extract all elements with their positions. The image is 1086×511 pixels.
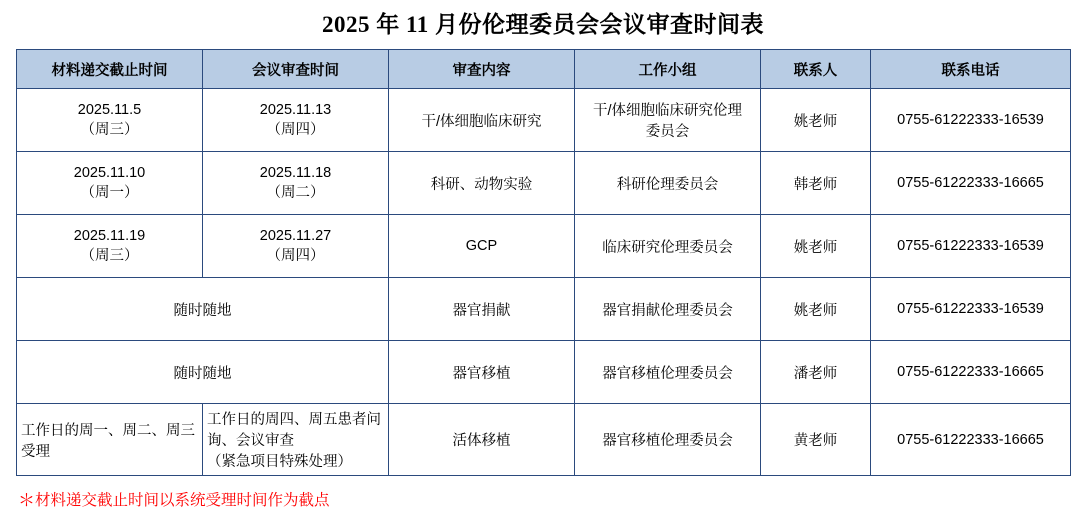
column-header-contact-person: 联系人 [761,50,871,89]
cell-meeting-time [203,89,389,152]
cell-working-group [575,152,761,215]
table-row [17,278,1071,341]
column-header-meeting-time: 会议审查时间 [203,50,389,89]
meeting-weekday: （周二） [266,184,325,201]
cell-review-content: 器官捐献 [389,278,575,341]
cell-deadline: 工作日的周一、周二、周三受理 [17,404,203,476]
table-body [17,89,1071,476]
column-header-review-content: 审查内容 [389,50,575,89]
cell-phone: 0755-61222333-16665 [871,404,1071,476]
meeting-date: 2025.11.18 [259,164,332,181]
column-header-deadline: 材料递交截止时间 [17,50,203,89]
meeting-note: （紧急项目特殊处理） [207,454,352,470]
cell-working-group: 器官移植伦理委员会 [575,404,761,476]
cell-review-content: 干/体细胞临床研究 [389,89,575,152]
cell-deadline-merged: 随时随地 [17,341,389,404]
cell-phone: 0755-61222333-16539 [871,89,1071,152]
cell-contact-person: 潘老师 [761,341,871,404]
deadline-date: 2025.11.19 [73,227,146,244]
cell-meeting-time [203,215,389,278]
cell-deadline [17,89,203,152]
cell-review-content: 器官移植 [389,341,575,404]
table-header [17,50,1071,89]
cell-review-content: GCP [389,215,575,278]
cell-meeting-time [203,152,389,215]
table-header-row [17,50,1071,89]
footnote-text: 材料递交截止时间以系统受理时间作为截点 [35,492,330,509]
deadline-weekday: （周三） [80,121,139,138]
deadline-weekday: （周三） [80,247,139,264]
deadline-weekday: （周一） [80,184,139,201]
cell-working-group: 器官移植伦理委员会 [575,341,761,404]
group-line-1: 科研伦理委员会 [616,176,719,193]
footnote [0,476,1086,511]
schedule-table-container [0,49,1086,476]
meeting-weekday: （周四） [266,121,325,138]
cell-phone: 0755-61222333-16665 [871,341,1071,404]
ethics-review-schedule-table [16,49,1071,476]
cell-meeting-time [203,404,389,476]
cell-contact-person: 姚老师 [761,278,871,341]
cell-review-content: 活体移植 [389,404,575,476]
cell-phone: 0755-61222333-16539 [871,215,1071,278]
meeting-date: 2025.11.27 [259,227,332,244]
column-header-working-group: 工作小组 [575,50,761,89]
cell-review-content: 科研、动物实验 [389,152,575,215]
cell-contact-person: 韩老师 [761,152,871,215]
cell-deadline [17,215,203,278]
cell-contact-person: 姚老师 [761,215,871,278]
cell-working-group [575,89,761,152]
meeting-date: 2025.11.13 [259,101,332,118]
meeting-description: 工作日的周四、周五患者问询、会议审查 [207,412,381,449]
cell-deadline-merged: 随时随地 [17,278,389,341]
deadline-date: 2025.11.5 [77,101,142,118]
cell-contact-person: 黄老师 [761,404,871,476]
table-row [17,341,1071,404]
group-line-1: 临床研究伦理委员会 [602,239,733,256]
group-line-2: 委员会 [645,124,690,140]
table-row [17,404,1071,476]
column-header-phone: 联系电话 [871,50,1071,89]
meeting-weekday: （周四） [266,247,325,264]
cell-working-group [575,215,761,278]
cell-working-group: 器官捐献伦理委员会 [575,278,761,341]
cell-contact-person: 姚老师 [761,89,871,152]
page-title: 2025 年 11 月份伦理委员会会议审查时间表 [322,12,764,37]
group-line-1: 干/体细胞临床研究伦理 [592,103,743,119]
table-row [17,89,1071,152]
table-row [17,152,1071,215]
cell-phone: 0755-61222333-16665 [871,152,1071,215]
table-row [17,215,1071,278]
deadline-date: 2025.11.10 [73,164,146,181]
cell-deadline [17,152,203,215]
cell-phone: 0755-61222333-16539 [871,278,1071,341]
asterisk-icon: ＊ [18,491,35,510]
